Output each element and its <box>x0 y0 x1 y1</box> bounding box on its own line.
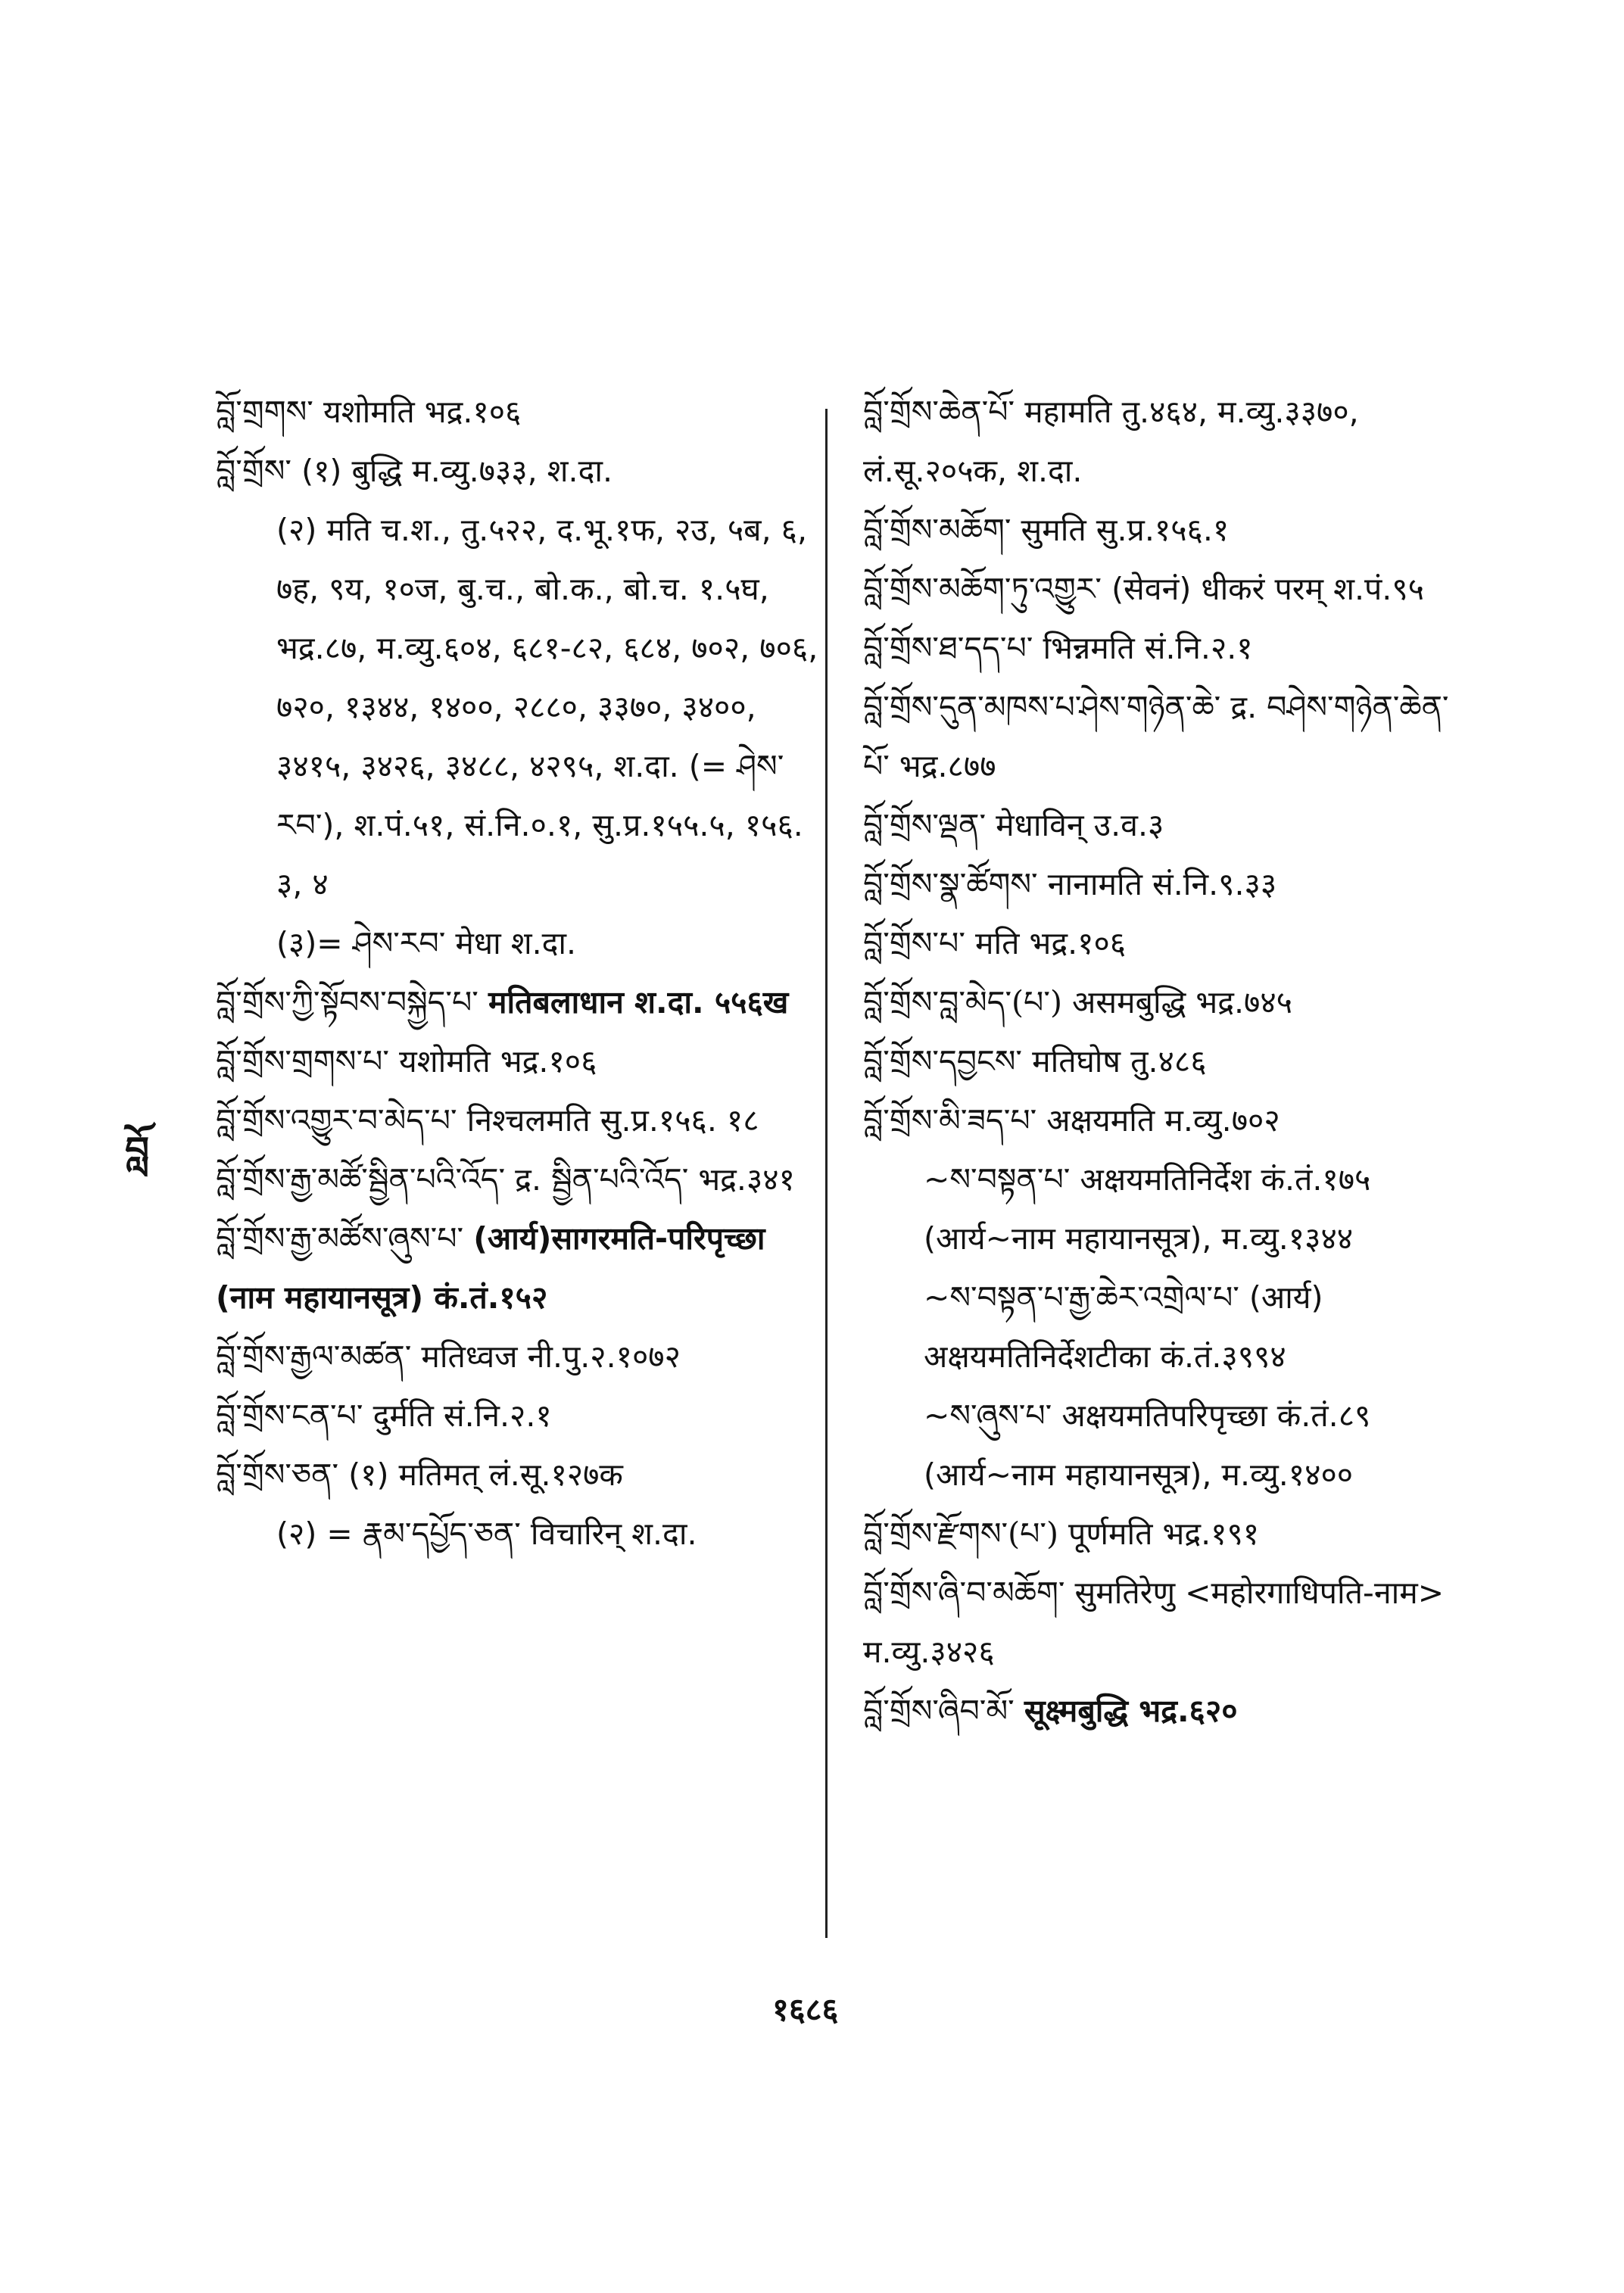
entry: བློ་གྲོས་ཅན་ (१) मतिमत् लं.सू.१२७क <box>216 1456 623 1493</box>
entry: བློ་གྲོས་གྲགས་པ་ यशोमति भद्र.१०६ <box>216 1043 597 1080</box>
entry: བློ་གྲོས་ཀྱི་སྟོབས་བསྐྱེད་པ་ मतिबलाधान श.दा. ५५६ख <box>216 984 789 1020</box>
entry: བློ་གྲོས་རྒྱལ་མཚན་ मतिध्वज नी.पु.२.१०७२ <box>216 1338 681 1375</box>
entry: བློ་གྲོས་ངན་པ་ दुर्मति सं.नि.२.१ <box>216 1397 552 1434</box>
entry: ~ས་བསྟན་པ་རྒྱ་ཆེར་འགྲེལ་པ་ (आर्य) अक्षयमतिनिर्देशटीका कं.तं.३९९४ <box>924 1279 1323 1375</box>
entry: བློ་གྲོས་ཐ་དད་པ་ भिन्नमति सं.नि.२.१ <box>863 630 1253 666</box>
entry: བློ་གྲོས་ཞི་བ་མཆོག་ सुमतिरेणु <महोरगाधिपति-नाम> म.व्यु.३४२६ <box>863 1575 1445 1670</box>
entry: བློ་གྲོས་མི་ཟད་པ་ अक्षयमति म.व्यु.७०२ <box>863 1102 1280 1139</box>
entry: (२) = རྣམ་དཔྱོད་ཅན་ विचारिन् श.दा. <box>276 1516 697 1552</box>
entry: བློ་གྲོས་མཆོག་ཏུ་འགྱུར་ (सेवनं) धीकरं परम् श.पं.९५ <box>863 571 1424 607</box>
entry: བློ་གྲོས་པ་ मति भद्र.१०६ <box>863 925 1127 961</box>
entry: བློ་གྲོས་ལྡན་ मेधाविन् उ.व.३ <box>863 807 1164 843</box>
entry: བློ་གྲོས་བླ་མེད་(པ་) असमबुद्धि भद्र.७४५ <box>863 984 1292 1020</box>
entry: བློ་གྲོས་ཞིབ་མོ་ सूक्ष्मबुद्धि भद्र.६२० <box>863 1693 1238 1729</box>
entry: བློ་གྲོས་རྒྱ་མཚོ་སྦྱིན་པའི་འོད་ द्र. སྦྱིན་པའི་འོད་ भद्र.३४१ <box>216 1161 795 1198</box>
entry: (३)= ཤེས་རབ་ मेधा श.दा. <box>276 925 577 961</box>
entry: བློ་གྲོས་འགྱུར་བ་མེད་པ་ निश्चलमति सु.प्र.१५६. १८ <box>216 1102 759 1139</box>
page-number: १६८६ <box>772 1991 839 2028</box>
margin-mark: བློ <box>125 1128 150 1173</box>
entry: བློ་གྲོས་སྣ་ཚོགས་ नानामति सं.नि.९.३३ <box>863 866 1277 902</box>
right-column <box>863 382 1461 1740</box>
entry: ~ས་བསྟན་པ་ अक्षयमतिनिर्देश कं.तं.१७५ (आर्य~नाम महायानसूत्र), म.व्यु.१३४४ <box>924 1161 1371 1257</box>
entry: བློ་གྲོས་མཆོག་ सुमति सु.प्र.१५६.१ <box>863 512 1230 548</box>
entry: (२) मति च.श., तु.५२२, द.भू.१फ, २उ, ५ब, ६, ७ह, ९य, १०ज, बु.च., बो.क., बो.च. १.५घ, भद्र.८७, म.व्यु.६०४, ६८१-८२, ६८४, ७०२, ७०६, ७२०, १३४४, १४००, २८८०, ३३७०, ३४००, ३४१५, ३४२६, ३४८८, ४२९५, श.दा. (= ཤེས་རབ་), श.पं.५१, सं.नि.०.१, सु.प्र.१५५.५, १५६. ३, ४ <box>276 512 818 902</box>
entry: བློ་གྲོས་དུན་མཁས་པ་ཤེས་གཉེན་ཆེ་ द्र. བཤེས་གཉེན་ཆེན་པོ་ भद्र.८७७ <box>863 689 1449 784</box>
entry: བློ་གྲོས་རྒྱ་མཚོས་ཞུས་པ་ (आर्य)सागरमति-परिपृच्छा (नाम महायानसूत्र) कं.तं.१५२ <box>216 1220 765 1316</box>
entry: བློ་གྲོས་རྫོགས་(པ་) पूर्णमति भद्र.१९१ <box>863 1516 1260 1552</box>
entry: བློ་གྲགས་ यशोमति भद्र.१०६ <box>216 394 522 430</box>
entry: བློ་གྲོས་ (१) बुद्धि म.व्यु.७३३, श.दा. <box>216 453 613 489</box>
left-column <box>216 382 821 1563</box>
entry: ~ས་ཞུས་པ་ अक्षयमतिपरिपृच्छा कं.तं.८९ (आर्य~नाम महायानसूत्र), म.व्यु.१४०० <box>924 1397 1371 1493</box>
entry: བློ་གྲོས་ཆེན་པོ་ महामति तु.४६४, म.व्यु.३३७०, लं.सू.२०५क, श.दा. <box>863 394 1359 489</box>
entry: བློ་གྲོས་དབྱངས་ मतिघोष तु.४८६ <box>863 1043 1207 1080</box>
column-divider <box>825 409 828 1938</box>
